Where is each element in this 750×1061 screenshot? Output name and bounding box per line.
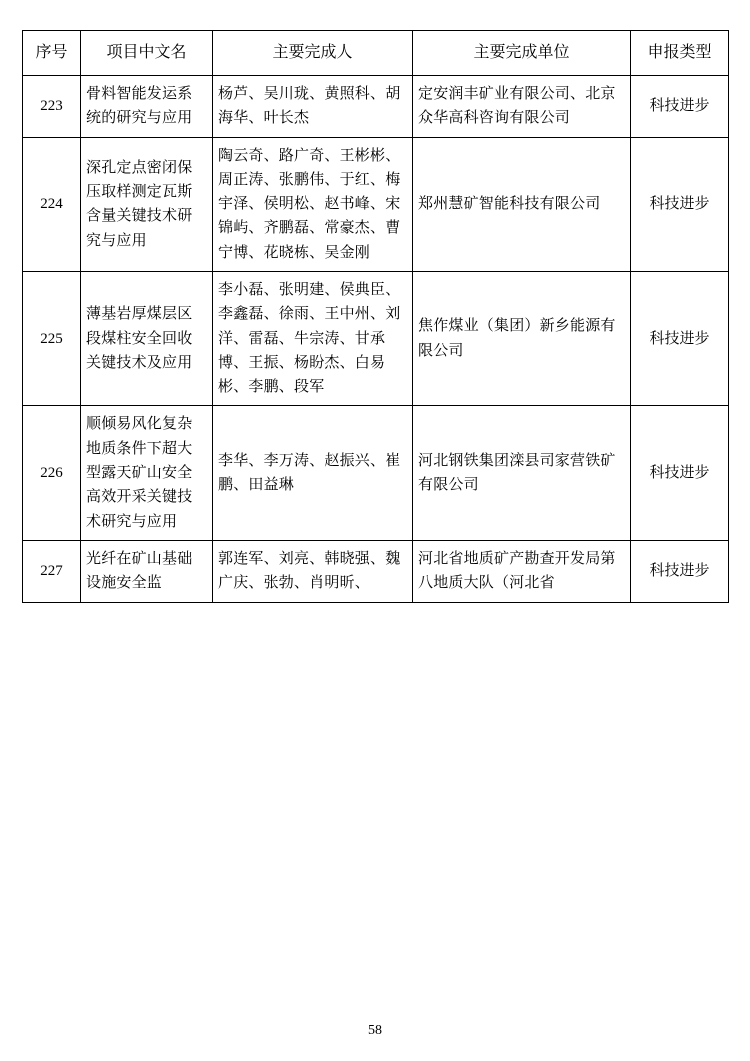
- cell-project-name: 光纤在矿山基础设施安全监: [81, 540, 213, 602]
- table-header: [23, 31, 729, 76]
- cell-project-name: 顺倾易风化复杂地质条件下超大型露天矿山安全高效开采关键技术研究与应用: [81, 406, 213, 540]
- cell-no: 226: [23, 406, 81, 540]
- cell-application-type: 科技进步: [631, 271, 729, 405]
- column-header-application-type: 申报类型: [631, 31, 729, 76]
- column-header-no: 序号: [23, 31, 81, 76]
- cell-no: 227: [23, 540, 81, 602]
- cell-organizations: 焦作煤业（集团）新乡能源有限公司: [413, 271, 631, 405]
- cell-application-type: 科技进步: [631, 540, 729, 602]
- cell-organizations: 郑州慧矿智能科技有限公司: [413, 137, 631, 271]
- cell-application-type: 科技进步: [631, 137, 729, 271]
- page-number: 58: [368, 1023, 382, 1038]
- cell-contributors: 杨芦、吴川珑、黄照科、胡海华、叶长杰: [213, 75, 413, 137]
- cell-no: 225: [23, 271, 81, 405]
- cell-contributors: 陶云奇、路广奇、王彬彬、周正涛、张鹏伟、于红、梅宇泽、侯明松、赵书峰、宋锦屿、齐鹏磊、常豪杰、曹宁博、花晓栋、吴金刚: [213, 137, 413, 271]
- cell-project-name: 骨料智能发运系统的研究与应用: [81, 75, 213, 137]
- cell-contributors: 李华、李万涛、赵振兴、崔鹏、田益琳: [213, 406, 413, 540]
- table-row: [23, 271, 729, 405]
- table-row: [23, 137, 729, 271]
- cell-no: 223: [23, 75, 81, 137]
- award-projects-table: [22, 30, 729, 603]
- column-header-organizations: 主要完成单位: [413, 31, 631, 76]
- table-row: [23, 406, 729, 540]
- cell-organizations: 河北省地质矿产勘查开发局第八地质大队（河北省: [413, 540, 631, 602]
- cell-application-type: 科技进步: [631, 406, 729, 540]
- cell-application-type: 科技进步: [631, 75, 729, 137]
- cell-organizations: 定安润丰矿业有限公司、北京众华高科咨询有限公司: [413, 75, 631, 137]
- table-row: [23, 540, 729, 602]
- column-header-contributors: 主要完成人: [213, 31, 413, 76]
- table-body: [23, 75, 729, 602]
- column-header-project-name: 项目中文名: [81, 31, 213, 76]
- table-row: [23, 75, 729, 137]
- cell-project-name: 深孔定点密闭保压取样测定瓦斯含量关键技术研究与应用: [81, 137, 213, 271]
- cell-no: 224: [23, 137, 81, 271]
- cell-organizations: 河北钢铁集团滦县司家营铁矿有限公司: [413, 406, 631, 540]
- table-header-row: [23, 31, 729, 76]
- cell-project-name: 薄基岩厚煤层区段煤柱安全回收关键技术及应用: [81, 271, 213, 405]
- cell-contributors: 郭连军、刘亮、韩晓强、魏广庆、张勃、肖明昕、: [213, 540, 413, 602]
- cell-contributors: 李小磊、张明建、侯典臣、李鑫磊、徐雨、王中州、刘洋、雷磊、牛宗涛、甘承博、王振、杨盼杰、白易彬、李鹏、段军: [213, 271, 413, 405]
